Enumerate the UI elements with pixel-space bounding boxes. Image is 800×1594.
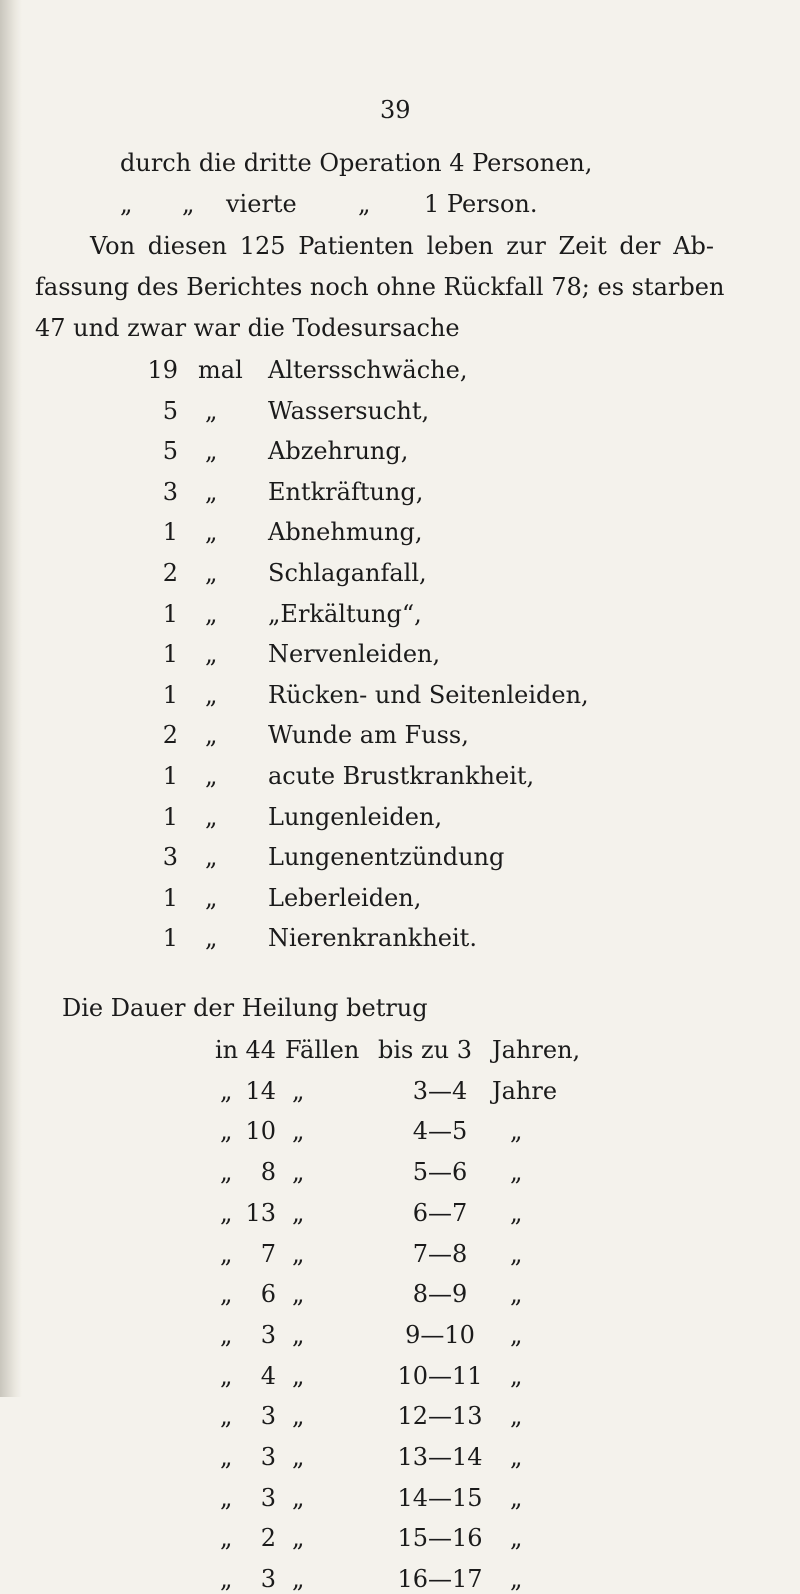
cause-text: Lungenentzündung	[268, 843, 505, 872]
case-count: 3	[260, 1320, 276, 1349]
page-number: 39	[380, 96, 411, 124]
ditto-mark: „	[205, 477, 218, 506]
ditto-mark: „	[205, 680, 218, 709]
cause-text: Entkräftung,	[268, 477, 424, 506]
duration-row	[0, 1035, 800, 1065]
ditto-mark: „	[205, 762, 218, 790]
ditto-mark: „	[220, 1443, 233, 1471]
year-range: 3—4	[412, 1076, 468, 1105]
duration-row	[0, 1279, 800, 1309]
cause-row	[0, 720, 800, 750]
cause-row	[0, 517, 800, 547]
faellen-word: Fällen	[285, 1036, 360, 1064]
ditto-mark: „	[120, 190, 133, 218]
ditto-mark: „	[510, 1320, 523, 1349]
ditto-mark: „	[510, 1198, 523, 1227]
cause-text: Nierenkrankheit.	[268, 924, 477, 953]
year-range: 4—5	[412, 1117, 468, 1146]
ditto-mark: „	[220, 1361, 233, 1390]
ditto-mark: „	[510, 1524, 523, 1553]
cause-text: Rücken- und Seitenleiden,	[268, 680, 589, 709]
year-range: 10—11	[397, 1361, 483, 1390]
cause-text: acute Brustkrankheit,	[268, 762, 535, 790]
ditto-mark: „	[205, 843, 218, 872]
ditto-mark: „	[292, 1483, 305, 1512]
cause-row	[0, 396, 800, 426]
ditto-mark: „	[510, 1565, 523, 1594]
ditto-mark: „	[205, 599, 218, 628]
ditto-mark: „	[220, 1483, 233, 1512]
case-count: 3	[260, 1565, 276, 1594]
ditto-mark: „	[205, 518, 218, 547]
intro-word-vierte: vierte	[226, 190, 297, 218]
cause-text: „Erkältung“,	[268, 599, 422, 628]
cause-row	[0, 802, 800, 832]
cause-row	[0, 355, 800, 385]
duration-row	[0, 1198, 800, 1228]
year-range: 14—15	[397, 1483, 483, 1512]
year-range: 13—14	[397, 1443, 483, 1471]
ditto-mark: „	[510, 1117, 523, 1146]
cause-text: Lungenleiden,	[268, 802, 443, 831]
intro-word-person: 1 Person.	[424, 190, 538, 218]
cause-count: 1	[162, 802, 178, 831]
case-count: 7	[260, 1239, 276, 1268]
cause-text: Abnehmung,	[268, 518, 423, 547]
ditto-mark: „	[358, 190, 371, 218]
ditto-mark: „	[510, 1402, 523, 1431]
ditto-mark: „	[292, 1443, 305, 1471]
ditto-mark: „	[205, 924, 218, 953]
case-count: 14	[245, 1076, 276, 1105]
ditto-mark: „	[510, 1443, 523, 1471]
year-range: 15—16	[397, 1524, 483, 1553]
intro-line-5: 47 und zwar war die Todesursache	[35, 314, 460, 342]
ditto-mark: „	[292, 1320, 305, 1349]
duration-row	[0, 1320, 800, 1350]
ditto-mark: „	[292, 1565, 305, 1594]
case-count: 2	[260, 1524, 276, 1553]
cause-text: Wassersucht,	[268, 396, 430, 425]
ditto-mark: „	[510, 1361, 523, 1390]
ditto-mark: „	[292, 1524, 305, 1553]
ditto-mark: „	[292, 1198, 305, 1227]
ditto-mark: „	[220, 1320, 233, 1349]
cause-row	[0, 436, 800, 466]
ditto-mark: „	[292, 1076, 305, 1105]
duration-row	[0, 1361, 800, 1391]
duration-row	[0, 1076, 800, 1106]
duration-row	[0, 1401, 800, 1431]
unit-word: Jahren,	[492, 1036, 581, 1064]
cause-count: 1	[162, 599, 178, 628]
cause-text: Schlaganfall,	[268, 559, 427, 587]
mal-word: mal	[198, 356, 243, 384]
intro-line-3: Von diesen 125 Patienten leben zur Zeit der Ab-	[90, 232, 714, 260]
year-range: 16—17	[397, 1565, 483, 1594]
cause-text: Wunde am Fuss,	[268, 721, 469, 750]
cause-row	[0, 558, 800, 588]
cause-count: 3	[162, 843, 178, 872]
cause-count: 5	[162, 437, 178, 466]
ditto-mark: „	[220, 1402, 233, 1431]
ditto-mark: „	[220, 1524, 233, 1553]
case-count: 44	[245, 1036, 276, 1064]
cause-text: Nervenleiden,	[268, 640, 441, 669]
ditto-mark: „	[510, 1158, 523, 1187]
cause-row	[0, 842, 800, 872]
cause-count: 1	[162, 640, 178, 669]
cause-row	[0, 477, 800, 507]
ditto-mark: „	[292, 1280, 305, 1309]
ditto-mark: „	[510, 1280, 523, 1309]
ditto-mark: „	[205, 396, 218, 425]
case-count: 4	[260, 1361, 276, 1390]
cause-text: Leberleiden,	[268, 883, 422, 912]
cause-row	[0, 639, 800, 669]
case-count: 3	[260, 1483, 276, 1512]
year-range: 8—9	[412, 1280, 468, 1309]
case-count: 8	[260, 1158, 276, 1187]
cause-count: 1	[162, 924, 178, 953]
ditto-mark: „	[220, 1565, 233, 1594]
duration-row	[0, 1157, 800, 1187]
prefix-in: in	[215, 1036, 239, 1064]
cause-count: 3	[162, 477, 178, 506]
year-range: 5—6	[412, 1158, 468, 1187]
cause-count: 2	[162, 559, 178, 587]
unit-word: Jahre	[492, 1076, 558, 1105]
ditto-mark: „	[182, 190, 195, 218]
duration-row	[0, 1442, 800, 1472]
case-count: 3	[260, 1443, 276, 1471]
ditto-mark: „	[220, 1158, 233, 1187]
ditto-mark: „	[292, 1117, 305, 1146]
intro-line-4: fassung des Berichtes noch ohne Rückfall 78; es starben	[35, 273, 725, 301]
ditto-mark: „	[292, 1361, 305, 1390]
cause-count: 5	[162, 396, 178, 425]
ditto-mark: „	[205, 559, 218, 587]
duration-row	[0, 1483, 800, 1513]
year-range: 12—13	[397, 1402, 483, 1431]
cause-row	[0, 680, 800, 710]
ditto-mark: „	[220, 1239, 233, 1268]
cause-row	[0, 761, 800, 791]
intro-line-1: durch die dritte Operation 4 Personen,	[120, 149, 593, 177]
ditto-mark: „	[205, 721, 218, 750]
duration-row	[0, 1116, 800, 1146]
ditto-mark: „	[510, 1483, 523, 1512]
case-count: 3	[260, 1402, 276, 1431]
cause-text: Abzehrung,	[268, 437, 409, 466]
year-range: 6—7	[412, 1198, 468, 1227]
ditto-mark: „	[510, 1239, 523, 1268]
cause-count: 1	[162, 762, 178, 790]
cause-count: 1	[162, 680, 178, 709]
cause-count: 2	[162, 721, 178, 750]
ditto-mark: „	[220, 1198, 233, 1227]
cause-row	[0, 883, 800, 913]
ditto-mark: „	[205, 883, 218, 912]
year-range: 7—8	[412, 1239, 468, 1268]
cause-row	[0, 923, 800, 953]
duration-heading: Die Dauer der Heilung betrug	[62, 994, 428, 1022]
ditto-mark: „	[292, 1158, 305, 1187]
ditto-mark: „	[205, 802, 218, 831]
case-count: 10	[245, 1117, 276, 1146]
ditto-mark: „	[220, 1280, 233, 1309]
cause-count: 1	[162, 518, 178, 547]
ditto-mark: „	[220, 1076, 233, 1105]
cause-count: 1	[162, 883, 178, 912]
cause-text: Altersschwäche,	[268, 356, 468, 384]
duration-row	[0, 1564, 800, 1594]
ditto-mark: „	[205, 640, 218, 669]
cause-row	[0, 599, 800, 629]
year-range: bis zu 3	[378, 1036, 472, 1064]
case-count: 13	[245, 1198, 276, 1227]
ditto-mark: „	[220, 1117, 233, 1146]
ditto-mark: „	[292, 1239, 305, 1268]
cause-count: 19	[147, 356, 178, 384]
ditto-mark: „	[292, 1402, 305, 1431]
duration-row	[0, 1523, 800, 1553]
year-range: 9—10	[405, 1320, 475, 1349]
ditto-mark: „	[205, 437, 218, 466]
case-count: 6	[260, 1280, 276, 1309]
duration-row	[0, 1239, 800, 1269]
